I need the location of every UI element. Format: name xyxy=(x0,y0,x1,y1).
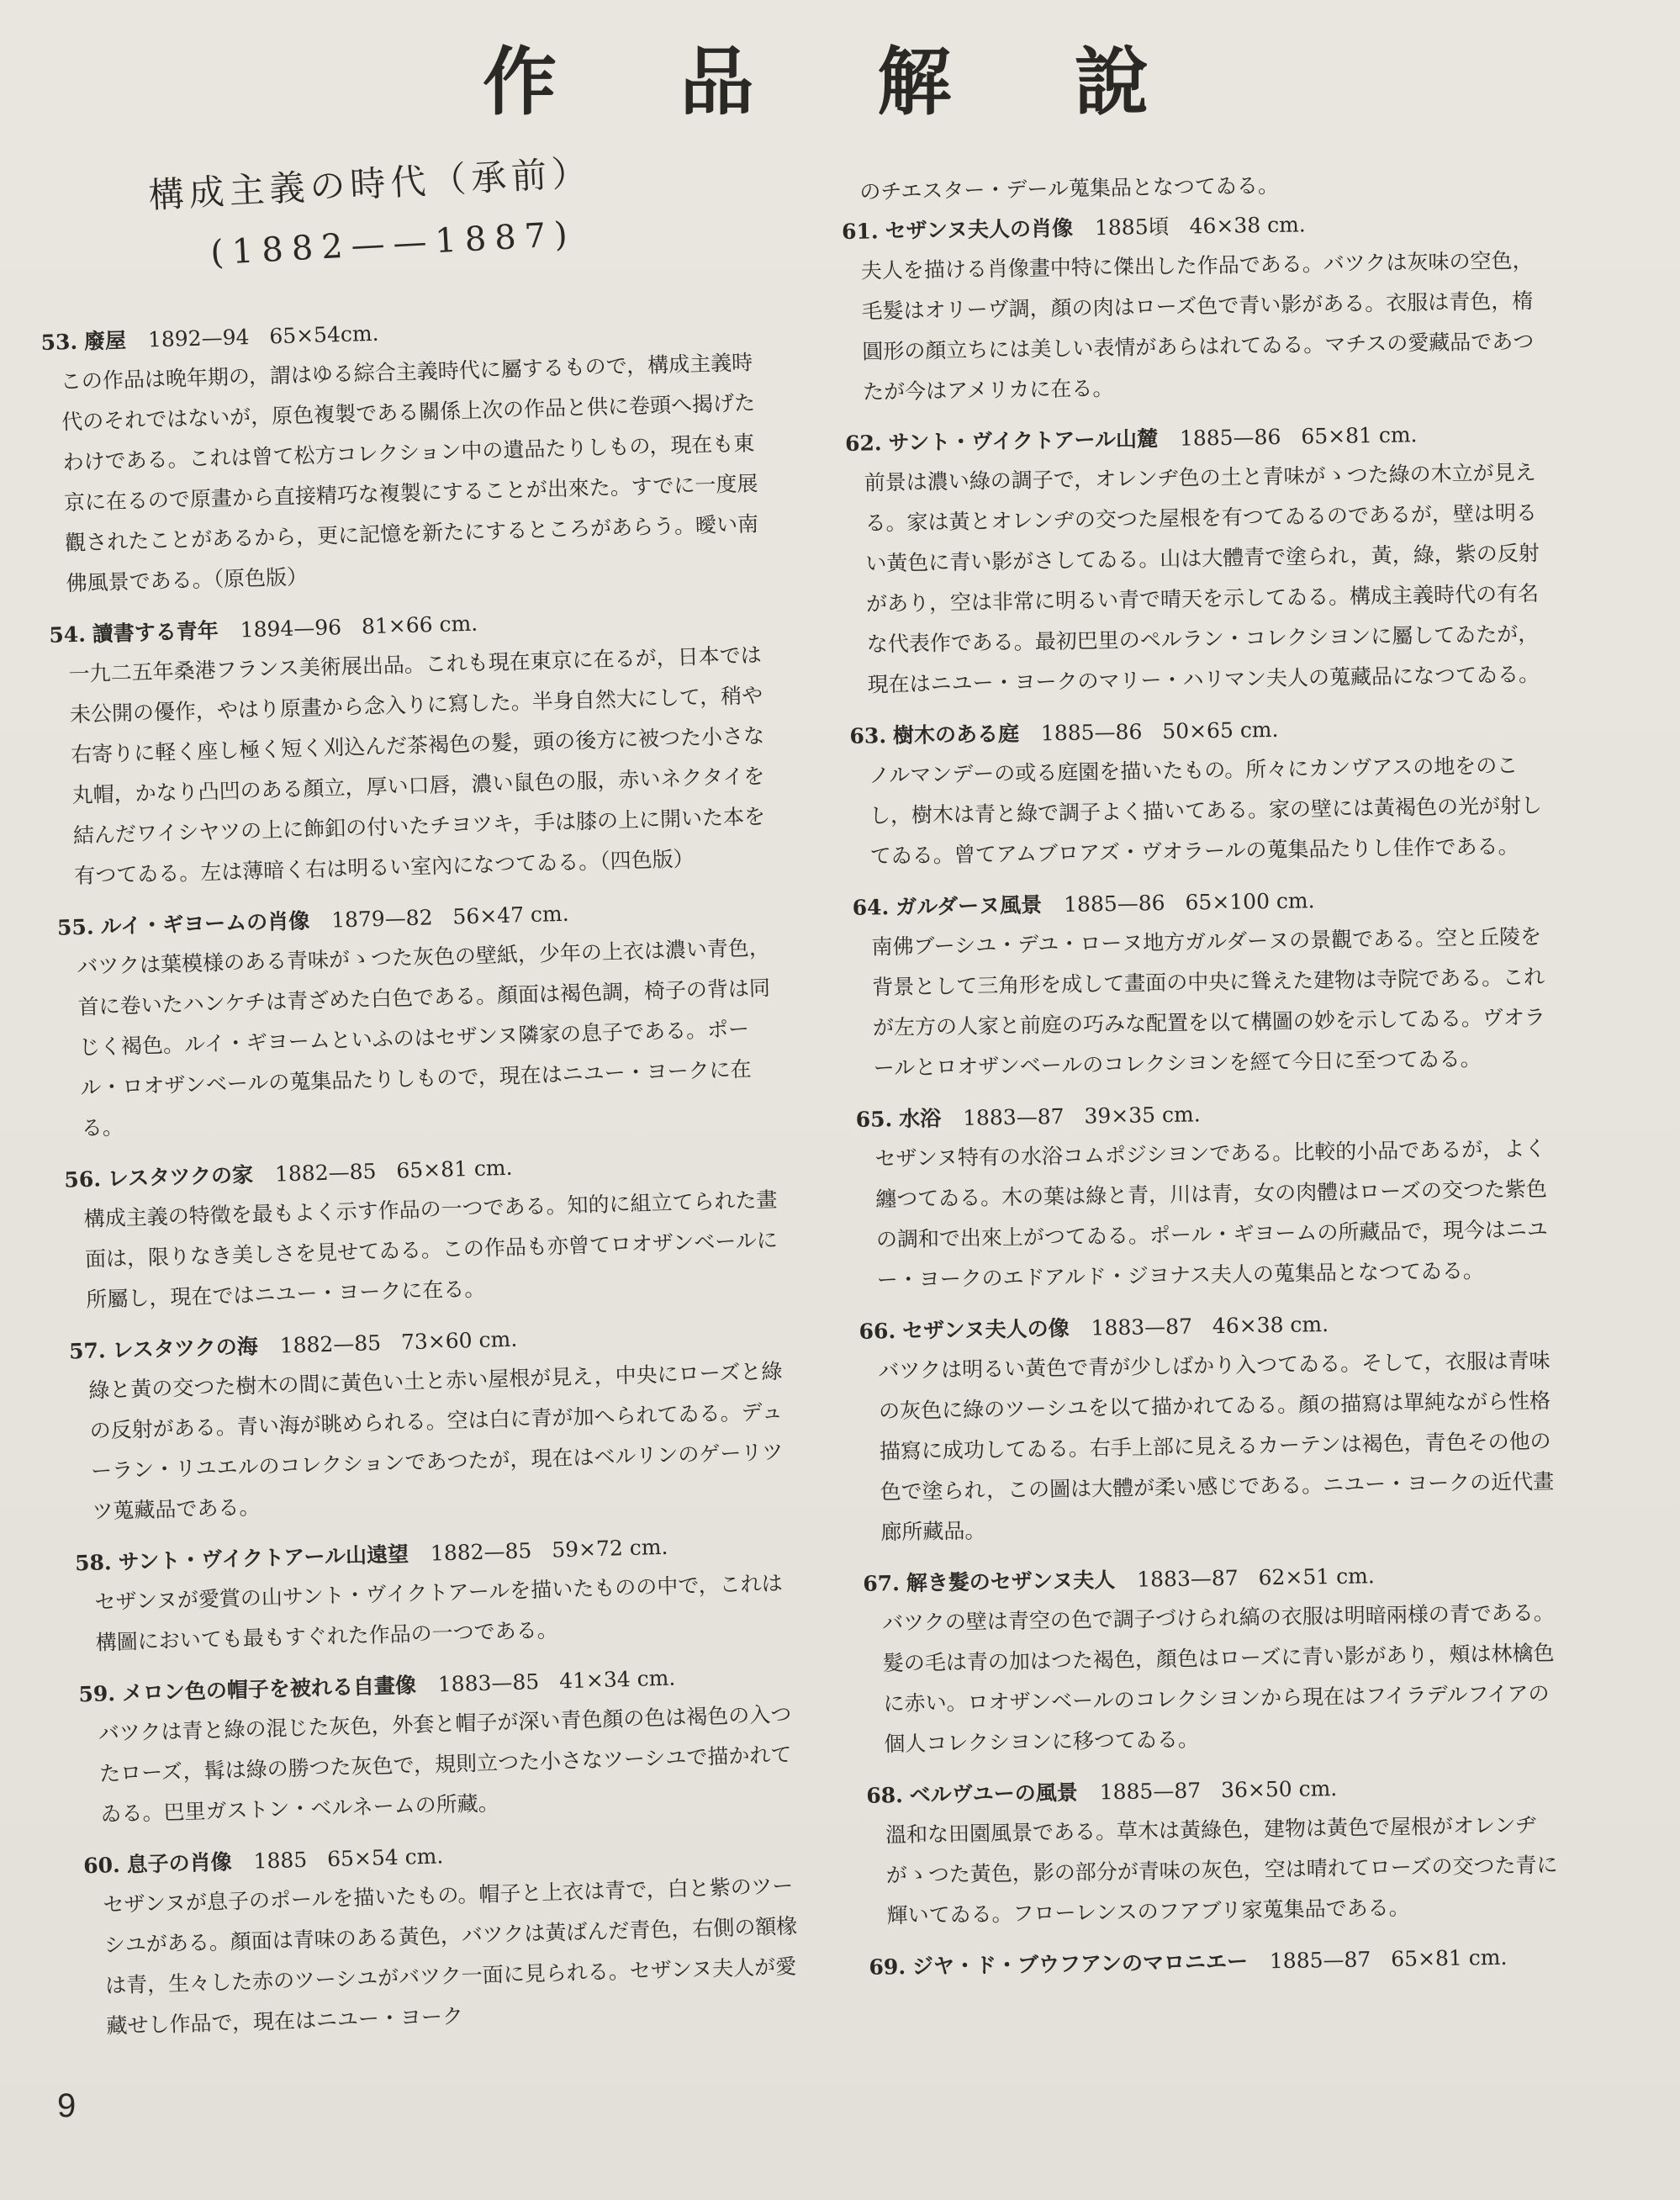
entry-61 xyxy=(842,202,1543,413)
entry-size: 36×50 cm. xyxy=(1220,1775,1338,1803)
entry-number: 54. xyxy=(48,621,87,648)
entry-title: 廢屋 xyxy=(83,328,127,354)
entry-size: 41×34 cm. xyxy=(558,1665,676,1694)
entry-number: 62. xyxy=(844,431,882,456)
entry-57 xyxy=(69,1313,789,1533)
entry-title: ベルヴユーの風景 xyxy=(909,1780,1078,1807)
entry-description: バツクは葉模様のある青味がゝつた灰色の壁紙，少年の上衣は濃い青色，首に卷いたハンケチは青ざめた白色である。顏面は褐色調，椅子の背は同じく褐色。ルイ・ギヨームといふのはセザンヌ隣家の息子である。ポール・ロオザンベールの蒐集品たりしもので，現在はニユー・ヨークに在る。 xyxy=(76,935,771,1141)
entry-66 xyxy=(858,1302,1560,1553)
entry-description: この作品は晩年期の，謂はゆる綜合主義時代に屬するもので，構成主義時代のそれではないが，原色複製である關係上次の作品と供に卷頭へ揭げたわけである。これは曾て松方コレクション中の遺品たりしもの，現在も東京に在るので原畫から直接精巧な複製にすることが出來た。すでに一度展觀されたことがあるから，更に記憶を新たにするところがあらう。曖い南佛風景である。（原色版） xyxy=(60,350,759,596)
entry-65 xyxy=(855,1090,1556,1301)
entry-years: 1879—82 xyxy=(330,905,433,933)
entry-years: 1885頃 xyxy=(1094,214,1170,241)
entry-size: 81×66 cm. xyxy=(361,611,478,639)
entry-size: 59×72 cm. xyxy=(551,1534,668,1563)
entry-description: セザンヌ特有の水浴コムポジシヨンである。比較的小品であるが，よく纏つてゐる。木の葉は綠と青，川は青，女の肉體はローズの交つた紫色の調和で出來上がつてゐる。ポール・ギヨームの所藏品で，現今はニユー・ヨークのエドアルド・ジヨナス夫人の蒐集品となつてゐる。 xyxy=(874,1135,1549,1293)
entry-number: 56. xyxy=(64,1166,102,1193)
entry-description: セザンヌが息子のポールを描いたもの。帽子と上衣は青で，白と紫のツーシユがある。顏面は青味のある黃色，バツクは黃ばんだ青色，右側の額椽は青，生々した赤のツーシユがバツク一面に見られる。セザンヌ夫人が愛藏せし作品で，現在はニユー・ヨーク xyxy=(103,1873,798,2039)
entry-size: 65×81 cm. xyxy=(1391,1944,1508,1971)
section-heading xyxy=(147,144,623,276)
entry-number: 68. xyxy=(866,1783,904,1808)
entry-size: 65×81 cm. xyxy=(395,1155,513,1183)
entry-number: 69. xyxy=(869,1954,906,1980)
entry-number: 53. xyxy=(40,329,78,355)
entry-description: 溫和な田園風景である。草木は黃綠色，建物は黃色で屋根がオレンヂがゝつた黃色，影の部分が青味の灰色，空は晴れてローズの交つた青に輝いてゐる。フローレンスのフアブリ家蒐集品である。 xyxy=(885,1812,1558,1928)
entry-53 xyxy=(40,304,763,605)
entry-description: 一九二五年桑港フランス美術展出品。これも現在東京に在るが，日本では未公開の優作，やはり原畫から念入りに寫した。半身自然大にして，稍や右寄りに軽く座し極く短く刈込んだ茶褐色の髮，頭の後方に被つた小さな丸帽，かなり凸凹のある顏立，厚い口唇，濃い鼠色の服，赤いネクタイを結んだワイシヤツの上に飾釦の付いたチヨツキ，手は膝の上に開いた本を有つてゐる。左は薄暗く右は明るい室內になつてゐる。（四色版） xyxy=(68,643,766,889)
entry-years: 1883—87 xyxy=(962,1103,1065,1130)
entry-number: 66. xyxy=(858,1319,896,1344)
entry-title: 水浴 xyxy=(898,1106,942,1132)
entry-description: 構成主義の特徵を最もよく示す作品の一つである。知的に組立てられた畫面は，限りなき美しさを見せてゐる。この作品も亦曾てロオザンベールに所屬し，現在ではニユー・ヨークに在る。 xyxy=(83,1187,779,1312)
entry-title: セザンヌ夫人の像 xyxy=(901,1315,1070,1344)
entry-title: ジヤ・ド・ブウフアンのマロニエー xyxy=(911,1949,1249,1979)
entry-number: 60. xyxy=(82,1853,121,1879)
entry-years: 1892—94 xyxy=(147,325,250,352)
section-years: (1882——1887) xyxy=(209,214,577,273)
entry-years: 1885—86 xyxy=(1040,719,1143,746)
entry-years: 1882—85 xyxy=(430,1538,532,1566)
entry-58 xyxy=(75,1525,793,1664)
entry-years: 1885—87 xyxy=(1269,1947,1371,1974)
entry-description: バツクの壁は青空の色で調子づけられ縞の衣服は明暗兩様の青である。髮の毛は青の加はつた褐色，顏色はローズに青い影があり，頰は林檎色に赤い。ロオザンベールのコレクシヨンから現在はフイラデルフイアの個人コレクシヨンに移つてゐる。 xyxy=(881,1600,1555,1757)
entry-size: 39×35 cm. xyxy=(1084,1102,1201,1129)
entry-title: サント・ヴイクトアール山遠望 xyxy=(118,1542,409,1574)
entry-years: 1883—87 xyxy=(1091,1314,1193,1341)
left-column xyxy=(40,304,803,2059)
entry-number: 58. xyxy=(74,1550,113,1576)
entry-title: ルイ・ギヨームの肖像 xyxy=(100,908,310,939)
entry-54 xyxy=(49,596,771,897)
entry-55 xyxy=(56,889,778,1150)
entry-size: 65×54 cm. xyxy=(326,1843,444,1872)
entry-description: 綠と黃の交つた樹木の間に黃色い土と赤い屋根が見え，中央にローズと綠の反射がある。青い海が眺められる。空は白に青が加へられてゐる。デューラン・リユエルのコレクションであつたが，現在はベルリンのゲーリツツ蒐藏品である。 xyxy=(88,1358,784,1524)
entry-description: ノルマンデーの或る庭園を描いたもの。所々にカンヴアスの地をのこし，樹木は青と綠で調子よく描いてある。家の壁には黃褐色の光が射してゐる。曾てアムブロアズ・ヴオラールの蒐集品たりし佳作である。 xyxy=(869,753,1543,869)
entry-years: 1885 xyxy=(253,1847,308,1874)
entry-years: 1885—86 xyxy=(1179,424,1281,451)
entry-56 xyxy=(64,1141,783,1321)
entry-number: 59. xyxy=(78,1681,116,1707)
entry-number: 55. xyxy=(56,914,94,940)
entry-title: レスタツクの海 xyxy=(112,1334,259,1363)
entry-size: 65×81 cm. xyxy=(1301,422,1418,449)
entry-title: メロン色の帽子を被れる自畫像 xyxy=(121,1673,417,1706)
entry-years: 1883—87 xyxy=(1137,1565,1239,1592)
entry-description: 夫人を描ける肖像畫中特に傑出した作品である。バツクは灰味の空色，毛髮はオリーヴ調，顏の肉はローズ色で青い影がある。衣服は青色，楕圓形の顏立ちには美しい表情があらはれてゐる。マチスの愛藏品であつたが今はアメリカに在る。 xyxy=(860,248,1535,405)
entry-description: バツクは青と綠の混じた灰色，外套と帽子が深い青色顏の色は褐色の入つたローズ，髯は綠の勝つた灰色で，規則立つた小さなツーシユで描かれてゐる。巴里ガストン・ベルネームの所藏。 xyxy=(98,1701,792,1827)
entry-size: 46×38 cm. xyxy=(1212,1312,1329,1339)
entry-number: 65. xyxy=(855,1107,893,1132)
entry-number: 63. xyxy=(849,723,887,748)
entry-title: 息子の肖像 xyxy=(126,1849,233,1877)
entry-62 xyxy=(845,414,1547,706)
page-number: 9 xyxy=(57,2087,77,2124)
entry-number: 57. xyxy=(68,1338,107,1364)
entry-years: 1894—96 xyxy=(240,615,342,643)
entry-68 xyxy=(866,1766,1566,1937)
entry-years: 1882—85 xyxy=(274,1159,377,1187)
entry-title: ガルダーヌ風景 xyxy=(895,892,1043,920)
entry-size: 65×100 cm. xyxy=(1185,888,1315,915)
entry-title: 讀書する青年 xyxy=(92,618,219,647)
entry-title: 解き髮のセザンヌ夫人 xyxy=(906,1568,1116,1595)
entry-size: 62×51 cm. xyxy=(1258,1563,1376,1590)
entry-59 xyxy=(78,1656,797,1836)
entry-description: セザンヌが愛賞の山サント・ヴイクトアールを描いたものの中で，これは構圖においても最もすぐれた作品の一つである。 xyxy=(94,1570,784,1655)
entry-67 xyxy=(863,1554,1564,1765)
entry-64 xyxy=(852,878,1553,1089)
entry-description: 南佛ブーシユ・デユ・ローヌ地方ガルダーヌの景觀である。空と丘陵を背景として三角形を成して畫面の中央に聳えた建物は寺院である。これが左方の人家と前庭の巧みな配置を以て構圖の妙を示してゐる。ヴオラールとロオザンベールのコレクシヨンを經て今日に至つてゐる。 xyxy=(871,924,1546,1081)
entry-size: 46×38 cm. xyxy=(1189,212,1306,239)
entry-number: 67. xyxy=(863,1571,901,1596)
entry-title: サント・ヴイクトアール山麓 xyxy=(888,426,1159,456)
entry-heading xyxy=(869,1938,1567,1987)
entry-years: 1882—85 xyxy=(279,1330,382,1358)
entry-years: 1883—85 xyxy=(437,1669,540,1697)
entry-title: セザンヌ夫人の肖像 xyxy=(885,215,1074,244)
entry-size: 56×47 cm. xyxy=(452,901,569,929)
entry-size: 50×65 cm. xyxy=(1162,717,1279,744)
entry-63 xyxy=(849,706,1550,877)
entry-years: 1885—86 xyxy=(1063,891,1165,917)
page-title: 作 品 解 說 xyxy=(483,38,1197,125)
entry-69 xyxy=(869,1938,1567,1987)
entry-number: 64. xyxy=(852,895,890,920)
entry-number: 61. xyxy=(841,219,879,244)
entry-size: 73×60 cm. xyxy=(400,1326,518,1355)
entry-title: レスタツクの家 xyxy=(107,1162,254,1192)
entry-description: バツクは明るい黃色で青が少しばかり入つてゐる。そして，衣服は青味の灰色に綠のツーシユを以て描かれてゐる。顏の描寫は單純ながら性格描寫に成功してゐる。右手上部に見えるカーテンは褐色，青色その他の色で塗られ，この圖は大體が柔い感じである。ニユー・ヨークの近代畫廊所藏品。 xyxy=(878,1347,1555,1545)
section-title: 構成主義の時代（承前） xyxy=(147,151,594,216)
entry-title: 樹木のある庭 xyxy=(892,721,1020,748)
entry-60 xyxy=(83,1827,803,2048)
entry-description: 前景は濃い綠の調子で，オレンヂ色の土と青味がゝつた綠の木立が見える。家は黃とオレンヂの交つた屋根を有つてゐるのであるが，壁は明るい黃色に青い影がさしてゐる。山は大體青で塗られ，黃，綠，紫の反射があり，空は非常に明るい青で晴天を示してゐる。構成主義時代の有名な代表作である。最初巴里のペルラン・コレクシヨンに屬してゐたが，現在はニユー・ヨークのマリー・ハリマン夫人の蒐藏品になつてゐる。 xyxy=(864,460,1540,697)
entry-years: 1885—87 xyxy=(1099,1778,1202,1805)
continued-text: のチエスター・デール蒐集品となつてゐる。 xyxy=(859,172,1280,204)
entry-size: 65×54cm. xyxy=(268,320,379,349)
right-column xyxy=(841,161,1567,1999)
